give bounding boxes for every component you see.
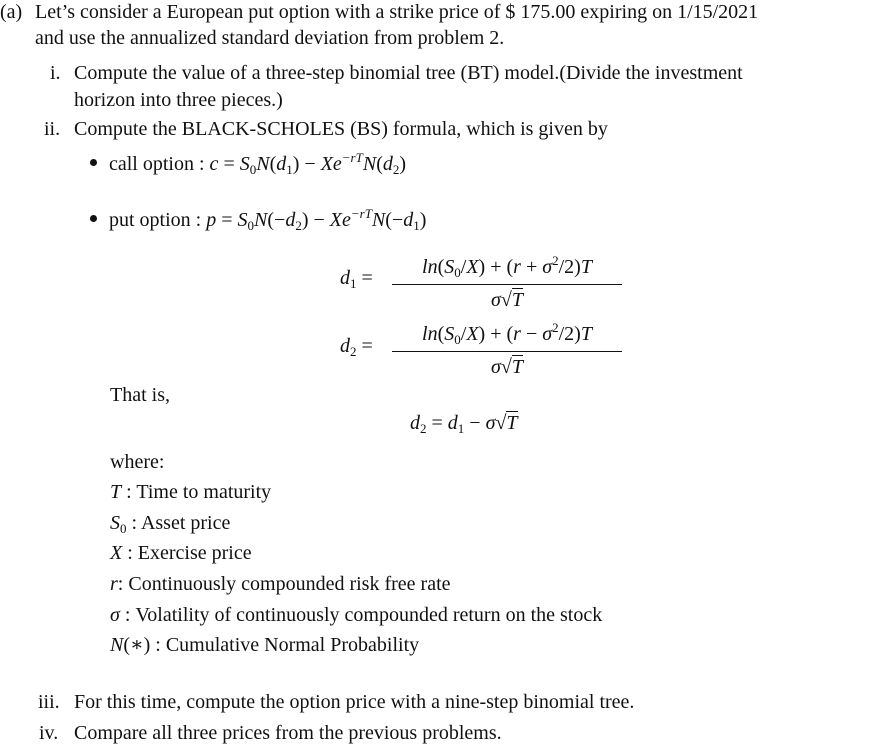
item-i-line1: Compute the value of a three-step binomial tree (BT) model.(Divide the investment [74, 62, 743, 84]
def-sigma: σ : Volatility of continuously compounded return on the stock [110, 604, 603, 626]
d1-fraction: $\frac{\ln(S_0/X) + (r + \sigma^2/2)T}{\sigma√T}$ [392, 253, 622, 312]
def-T: T : Time to maturity [110, 481, 272, 503]
call-option-label: call option : [109, 153, 205, 175]
def-r-text: Continuously compounded risk free rate [128, 573, 451, 595]
def-X: X : Exercise price [110, 542, 252, 564]
d2-fraction: $\frac{\ln(S_0/X) + (r - \sigma^2/2)T}{\sigma√T}$ [392, 320, 622, 379]
d2-label: $d_2$ = [340, 335, 373, 359]
def-S0-text: Asset price [140, 512, 231, 534]
item-iii-text: For this time, compute the option price with a nine-step binomial tree. [74, 691, 635, 713]
item-ii-label: ii. [44, 118, 61, 140]
put-option-label: put option : [109, 209, 202, 231]
item-iv-text: Compare all three prices from the previous problems. [74, 722, 502, 744]
call-option-formula: call option : $c = S_0N(d_1) - Xe^{-rT}N(d_2)$ [90, 151, 406, 176]
put-option-formula: put option : $p = S_0N(-d_2) - Xe^{-rT}N(-d_1)$ [90, 207, 426, 232]
part-a-line2: and use the annualized standard deviation from problem 2. [35, 27, 505, 49]
part-a-label: (a) [0, 1, 23, 23]
item-ii-text: Compute the BLACK-SCHOLES (BS) formula, which is given by [74, 118, 608, 140]
item-i-label: i. [50, 62, 61, 84]
d2-relation: $d_2 = d_1 - \sigma√T$ [410, 412, 518, 436]
def-r: r: Continuously compounded risk free rate [110, 573, 451, 595]
def-N-text: Cumulative Normal Probability [165, 634, 420, 656]
item-i-line2: horizon into three pieces.) [74, 89, 283, 111]
bullet-icon [90, 159, 97, 166]
def-S0: $S_0$ : Asset price [110, 512, 231, 536]
def-N: N(∗) : Cumulative Normal Probability [110, 634, 420, 656]
def-X-text: Exercise price [137, 542, 252, 564]
where-label: where: [110, 451, 165, 473]
that-is-text: That is, [110, 384, 170, 406]
part-a-line1: Let’s consider a European put option with a strike price of $ 175.00 expiring on 1/15/2021 [35, 1, 759, 23]
def-sigma-text: Volatility of continuously compounded return on the stock [135, 604, 603, 626]
item-iv-label: iv. [39, 722, 59, 744]
def-T-text: Time to maturity [136, 481, 272, 503]
d1-label: $d_1$ = [340, 267, 373, 291]
item-iii-label: iii. [38, 691, 60, 713]
bullet-icon [90, 215, 97, 222]
